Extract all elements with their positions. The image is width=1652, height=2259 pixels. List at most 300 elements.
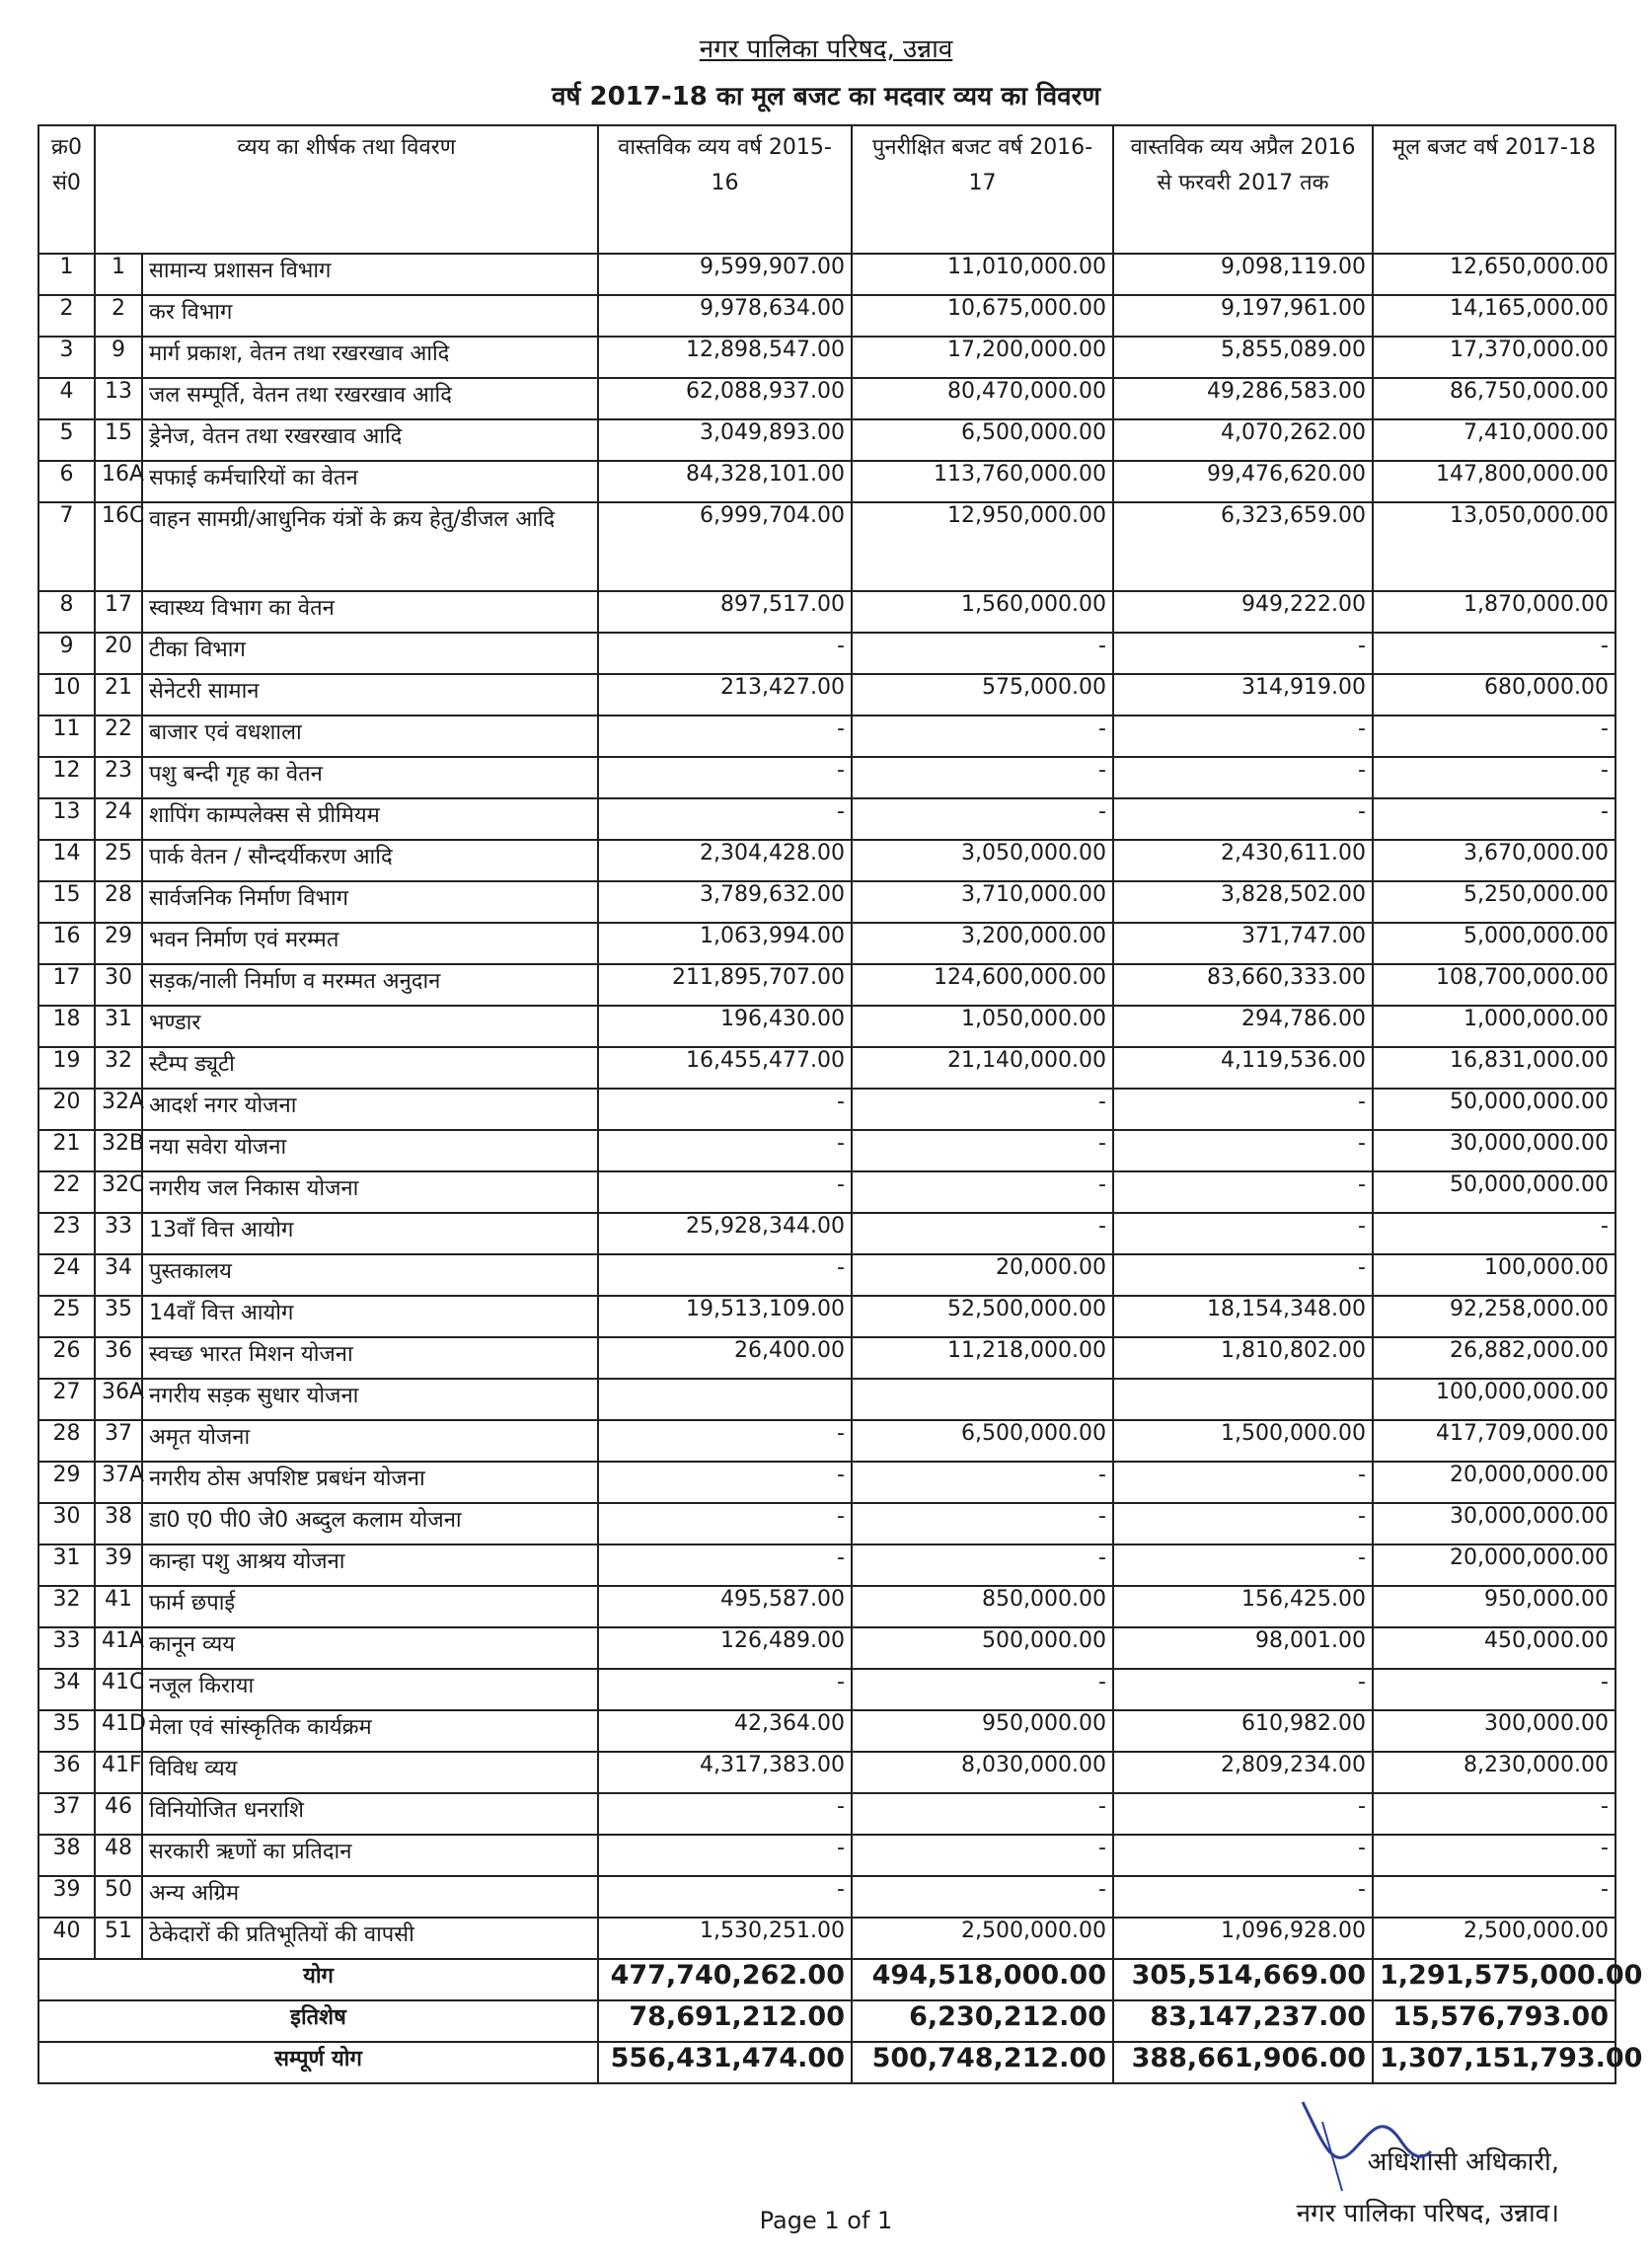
revised-2016-17-cell: 80,470,000.00	[852, 378, 1113, 419]
table-row	[38, 1006, 1615, 1047]
code-cell: 9	[95, 337, 142, 378]
table-row	[38, 1254, 1615, 1296]
table-row	[38, 378, 1615, 419]
actual-2015-16-cell: 1,530,251.00	[598, 1918, 852, 1959]
total-value-cell: 556,431,474.00	[598, 2042, 852, 2083]
serial-cell: 28	[38, 1420, 95, 1462]
description-cell: शापिंग काम्पलेक्स से प्रीमियम	[142, 798, 598, 840]
actual-apr16-feb17-cell: -	[1113, 1503, 1373, 1544]
total-value-cell: 494,518,000.00	[852, 1959, 1113, 2000]
original-2017-18-cell: 3,670,000.00	[1373, 840, 1615, 881]
serial-cell: 20	[38, 1089, 95, 1130]
table-row	[38, 1544, 1615, 1586]
description-cell: कान्हा पशु आश्रय योजना	[142, 1544, 598, 1586]
revised-2016-17-cell: 11,218,000.00	[852, 1337, 1113, 1379]
serial-cell: 8	[38, 591, 95, 633]
actual-2015-16-cell: -	[598, 715, 852, 757]
budget-table	[38, 124, 1643, 2084]
revised-2016-17-cell: 850,000.00	[852, 1586, 1113, 1627]
actual-2015-16-cell: 3,049,893.00	[598, 419, 852, 461]
description-cell: डा0 ए0 पी0 जे0 अब्दुल कलाम योजना	[142, 1503, 598, 1544]
original-2017-18-cell: -	[1373, 1213, 1615, 1254]
revised-2016-17-cell: -	[852, 715, 1113, 757]
description-cell: आदर्श नगर योजना	[142, 1089, 598, 1130]
original-2017-18-cell: 16,831,000.00	[1373, 1047, 1615, 1089]
code-cell: 23	[95, 757, 142, 798]
revised-2016-17-cell: 3,710,000.00	[852, 881, 1113, 923]
description-cell: विविध व्यय	[142, 1752, 598, 1793]
code-cell: 50	[95, 1876, 142, 1918]
total-value-cell: 500,748,212.00	[852, 2042, 1113, 2083]
revised-2016-17-cell: 52,500,000.00	[852, 1296, 1113, 1337]
serial-cell: 3	[38, 337, 95, 378]
table-row	[38, 1337, 1615, 1379]
code-cell: 24	[95, 798, 142, 840]
table-row	[38, 633, 1615, 674]
original-2017-18-cell: 86,750,000.00	[1373, 378, 1615, 419]
revised-2016-17-cell: -	[852, 1130, 1113, 1171]
table-row	[38, 1171, 1615, 1213]
revised-2016-17-cell: 20,000.00	[852, 1254, 1113, 1296]
actual-2015-16-cell: 42,364.00	[598, 1710, 852, 1752]
original-2017-18-cell: -	[1373, 1835, 1615, 1876]
serial-cell: 1	[38, 254, 95, 295]
actual-apr16-feb17-cell: -	[1113, 798, 1373, 840]
original-2017-18-cell: -	[1373, 798, 1615, 840]
description-cell: सफाई कर्मचारियों का वेतन	[142, 461, 598, 502]
original-2017-18-cell: 417,709,000.00	[1373, 1420, 1615, 1462]
col-head: व्यय का शीर्षक तथा विवरण	[95, 125, 598, 254]
original-2017-18-cell: 14,165,000.00	[1373, 295, 1615, 337]
actual-2015-16-cell: 196,430.00	[598, 1006, 852, 1047]
code-cell: 16C	[95, 502, 142, 591]
revised-2016-17-cell: -	[852, 798, 1113, 840]
revised-2016-17-cell: -	[852, 1876, 1113, 1918]
code-cell: 30	[95, 964, 142, 1006]
table-row	[38, 964, 1615, 1006]
description-cell: पार्क वेतन / सौन्दर्यीकरण आदि	[142, 840, 598, 881]
actual-2015-16-cell: 12,898,547.00	[598, 337, 852, 378]
revised-2016-17-cell: -	[852, 1089, 1113, 1130]
revised-2016-17-cell: 17,200,000.00	[852, 337, 1113, 378]
actual-2015-16-cell: 126,489.00	[598, 1627, 852, 1669]
actual-2015-16-cell: -	[598, 757, 852, 798]
actual-apr16-feb17-cell: 949,222.00	[1113, 591, 1373, 633]
code-cell: 48	[95, 1835, 142, 1876]
code-cell: 33	[95, 1213, 142, 1254]
serial-cell: 11	[38, 715, 95, 757]
table-row	[38, 1752, 1615, 1793]
code-cell: 37	[95, 1420, 142, 1462]
revised-2016-17-cell: 21,140,000.00	[852, 1047, 1113, 1089]
serial-cell: 36	[38, 1752, 95, 1793]
actual-2015-16-cell: 213,427.00	[598, 674, 852, 715]
code-cell: 31	[95, 1006, 142, 1047]
signatory-designation: अधिशासी अधिकारी,	[1367, 2147, 1559, 2177]
code-cell: 41A	[95, 1627, 142, 1669]
actual-apr16-feb17-cell: 6,323,659.00	[1113, 502, 1373, 591]
serial-cell: 7	[38, 502, 95, 591]
table-row	[38, 1835, 1615, 1876]
original-2017-18-cell: 50,000,000.00	[1373, 1089, 1615, 1130]
col-actual-2015-16: वास्तविक व्यय वर्ष 2015-16	[598, 125, 852, 254]
revised-2016-17-cell: 1,050,000.00	[852, 1006, 1113, 1047]
actual-2015-16-cell: 6,999,704.00	[598, 502, 852, 591]
actual-apr16-feb17-cell: 98,001.00	[1113, 1627, 1373, 1669]
serial-cell: 15	[38, 881, 95, 923]
original-2017-18-cell: 300,000.00	[1373, 1710, 1615, 1752]
code-cell: 41C	[95, 1669, 142, 1710]
table-row	[38, 254, 1615, 295]
description-cell: बाजार एवं वधशाला	[142, 715, 598, 757]
serial-cell: 6	[38, 461, 95, 502]
revised-2016-17-cell: -	[852, 1462, 1113, 1503]
table-row	[38, 461, 1615, 502]
original-2017-18-cell: 2,500,000.00	[1373, 1918, 1615, 1959]
actual-apr16-feb17-cell: 156,425.00	[1113, 1586, 1373, 1627]
actual-2015-16-cell: -	[598, 1171, 852, 1213]
actual-2015-16-cell: -	[598, 1669, 852, 1710]
table-row	[38, 1462, 1615, 1503]
actual-2015-16-cell: -	[598, 798, 852, 840]
description-cell: विनियोजित धनराशि	[142, 1793, 598, 1835]
original-2017-18-cell: 12,650,000.00	[1373, 254, 1615, 295]
revised-2016-17-cell: 6,500,000.00	[852, 1420, 1113, 1462]
actual-apr16-feb17-cell: 2,430,611.00	[1113, 840, 1373, 881]
description-cell: अन्य अग्रिम	[142, 1876, 598, 1918]
actual-2015-16-cell: -	[598, 1089, 852, 1130]
actual-2015-16-cell: 1,063,994.00	[598, 923, 852, 964]
code-cell: 16A	[95, 461, 142, 502]
original-2017-18-cell: 30,000,000.00	[1373, 1503, 1615, 1544]
description-cell: भण्डार	[142, 1006, 598, 1047]
code-cell: 32	[95, 1047, 142, 1089]
code-cell: 32A	[95, 1089, 142, 1130]
table-row	[38, 798, 1615, 840]
serial-cell: 35	[38, 1710, 95, 1752]
revised-2016-17-cell: 12,950,000.00	[852, 502, 1113, 591]
revised-2016-17-cell: -	[852, 1171, 1113, 1213]
code-cell: 21	[95, 674, 142, 715]
serial-cell: 37	[38, 1793, 95, 1835]
description-cell: सार्वजनिक निर्माण विभाग	[142, 881, 598, 923]
actual-apr16-feb17-cell: -	[1113, 757, 1373, 798]
description-cell: स्टैम्प ड्यूटी	[142, 1047, 598, 1089]
revised-2016-17-cell	[852, 1379, 1113, 1420]
original-2017-18-cell: 20,000,000.00	[1373, 1462, 1615, 1503]
table-row	[38, 881, 1615, 923]
description-cell: कानून व्यय	[142, 1627, 598, 1669]
description-cell: जल सम्पूर्ति, वेतन तथा रखरखाव आदि	[142, 378, 598, 419]
actual-apr16-feb17-cell: -	[1113, 1544, 1373, 1586]
description-cell: नगरीय ठोस अपशिष्ट प्रबधंन योजना	[142, 1462, 598, 1503]
table-row	[38, 1918, 1615, 1959]
total-value-cell: 83,147,237.00	[1113, 2000, 1373, 2042]
table-row	[38, 1296, 1615, 1337]
actual-apr16-feb17-cell: 83,660,333.00	[1113, 964, 1373, 1006]
original-2017-18-cell: -	[1373, 1876, 1615, 1918]
code-cell: 1	[95, 254, 142, 295]
code-cell: 22	[95, 715, 142, 757]
revised-2016-17-cell: 575,000.00	[852, 674, 1113, 715]
serial-cell: 19	[38, 1047, 95, 1089]
serial-cell: 17	[38, 964, 95, 1006]
revised-2016-17-cell: -	[852, 633, 1113, 674]
actual-apr16-feb17-cell: -	[1113, 1089, 1373, 1130]
code-cell: 36A	[95, 1379, 142, 1420]
total-value-cell: 388,661,906.00	[1113, 2042, 1373, 2083]
table-row	[38, 295, 1615, 337]
document-subtitle: वर्ष 2017-18 का मूल बजट का मदवार व्यय का विवरण	[551, 82, 1101, 112]
original-2017-18-cell: -	[1373, 715, 1615, 757]
original-2017-18-cell: 17,370,000.00	[1373, 337, 1615, 378]
actual-2015-16-cell: 25,928,344.00	[598, 1213, 852, 1254]
serial-cell: 26	[38, 1337, 95, 1379]
table-row	[38, 1213, 1615, 1254]
original-2017-18-cell: 5,250,000.00	[1373, 881, 1615, 923]
actual-2015-16-cell: 495,587.00	[598, 1586, 852, 1627]
revised-2016-17-cell: 113,760,000.00	[852, 461, 1113, 502]
actual-2015-16-cell: 3,789,632.00	[598, 881, 852, 923]
signatory-office: नगर पालिका परिषद, उन्नाव।	[1296, 2199, 1559, 2228]
actual-apr16-feb17-cell: 3,828,502.00	[1113, 881, 1373, 923]
description-cell: पशु बन्दी गृह का वेतन	[142, 757, 598, 798]
actual-2015-16-cell: 4,317,383.00	[598, 1752, 852, 1793]
table-row	[38, 1047, 1615, 1089]
actual-2015-16-cell: -	[598, 1793, 852, 1835]
serial-cell: 40	[38, 1918, 95, 1959]
actual-2015-16-cell	[598, 1379, 852, 1420]
original-2017-18-cell: -	[1373, 1793, 1615, 1835]
actual-2015-16-cell: 26,400.00	[598, 1337, 852, 1379]
actual-apr16-feb17-cell: 2,809,234.00	[1113, 1752, 1373, 1793]
table-row	[38, 1379, 1615, 1420]
original-2017-18-cell: 147,800,000.00	[1373, 461, 1615, 502]
actual-apr16-feb17-cell: 4,070,262.00	[1113, 419, 1373, 461]
serial-cell: 31	[38, 1544, 95, 1586]
description-cell: स्वच्छ भारत मिशन योजना	[142, 1337, 598, 1379]
actual-2015-16-cell: 9,978,634.00	[598, 295, 852, 337]
description-cell: नया सवेरा योजना	[142, 1130, 598, 1171]
code-cell: 39	[95, 1544, 142, 1586]
revised-2016-17-cell: 2,500,000.00	[852, 1918, 1113, 1959]
revised-2016-17-cell: -	[852, 757, 1113, 798]
actual-2015-16-cell: -	[598, 1254, 852, 1296]
original-2017-18-cell: 92,258,000.00	[1373, 1296, 1615, 1337]
table-row	[38, 502, 1615, 591]
actual-apr16-feb17-cell: 371,747.00	[1113, 923, 1373, 964]
original-2017-18-cell: 30,000,000.00	[1373, 1130, 1615, 1171]
actual-2015-16-cell: 19,513,109.00	[598, 1296, 852, 1337]
revised-2016-17-cell: 3,050,000.00	[852, 840, 1113, 881]
revised-2016-17-cell: -	[852, 1213, 1113, 1254]
serial-cell: 10	[38, 674, 95, 715]
revised-2016-17-cell: -	[852, 1793, 1113, 1835]
actual-2015-16-cell: 62,088,937.00	[598, 378, 852, 419]
description-cell: नजूल किराया	[142, 1669, 598, 1710]
original-2017-18-cell: 108,700,000.00	[1373, 964, 1615, 1006]
description-cell: 13वाँ वित्त आयोग	[142, 1213, 598, 1254]
revised-2016-17-cell: -	[852, 1835, 1113, 1876]
original-2017-18-cell: 100,000,000.00	[1373, 1379, 1615, 1420]
actual-apr16-feb17-cell: -	[1113, 1462, 1373, 1503]
actual-2015-16-cell: -	[598, 1462, 852, 1503]
code-cell: 51	[95, 1918, 142, 1959]
code-cell: 36	[95, 1337, 142, 1379]
actual-2015-16-cell: 211,895,707.00	[598, 964, 852, 1006]
serial-cell: 29	[38, 1462, 95, 1503]
total-value-cell: 78,691,212.00	[598, 2000, 852, 2042]
description-cell: मेला एवं सांस्कृतिक कार्यक्रम	[142, 1710, 598, 1752]
total-value-cell: 1,291,575,000.00	[1373, 1959, 1615, 2000]
table-header-row	[38, 125, 1615, 254]
description-cell: 14वाँ वित्त आयोग	[142, 1296, 598, 1337]
description-cell: पुस्तकालय	[142, 1254, 598, 1296]
description-cell: अमृत योजना	[142, 1420, 598, 1462]
code-cell: 29	[95, 923, 142, 964]
serial-cell: 25	[38, 1296, 95, 1337]
table-row	[38, 674, 1615, 715]
signature-scribble	[1283, 2082, 1441, 2201]
serial-cell: 33	[38, 1627, 95, 1669]
code-cell: 28	[95, 881, 142, 923]
code-cell: 41F	[95, 1752, 142, 1793]
original-2017-18-cell: -	[1373, 757, 1615, 798]
actual-apr16-feb17-cell	[1113, 1379, 1373, 1420]
total-label: सम्पूर्ण योग	[38, 2042, 598, 2083]
actual-apr16-feb17-cell: -	[1113, 1835, 1373, 1876]
revised-2016-17-cell: 1,560,000.00	[852, 591, 1113, 633]
serial-cell: 12	[38, 757, 95, 798]
total-value-cell: 6,230,212.00	[852, 2000, 1113, 2042]
description-cell: नगरीय जल निकास योजना	[142, 1171, 598, 1213]
code-cell: 46	[95, 1793, 142, 1835]
serial-cell: 38	[38, 1835, 95, 1876]
actual-apr16-feb17-cell: -	[1113, 1213, 1373, 1254]
total-row	[38, 1959, 1615, 2000]
actual-apr16-feb17-cell: 5,855,089.00	[1113, 337, 1373, 378]
code-cell: 41D	[95, 1710, 142, 1752]
description-cell: सरकारी ऋणों का प्रतिदान	[142, 1835, 598, 1876]
table-row	[38, 1420, 1615, 1462]
original-2017-18-cell: 20,000,000.00	[1373, 1544, 1615, 1586]
code-cell: 20	[95, 633, 142, 674]
actual-apr16-feb17-cell: -	[1113, 715, 1373, 757]
actual-2015-16-cell: -	[598, 1130, 852, 1171]
actual-apr16-feb17-cell: -	[1113, 1130, 1373, 1171]
description-cell: फार्म छपाई	[142, 1586, 598, 1627]
serial-cell: 9	[38, 633, 95, 674]
actual-apr16-feb17-cell: 99,476,620.00	[1113, 461, 1373, 502]
col-actual-apr16-feb17: वास्तविक व्यय अप्रैल 2016 से फरवरी 2017 तक	[1113, 125, 1373, 254]
table-row	[38, 715, 1615, 757]
actual-2015-16-cell: -	[598, 1503, 852, 1544]
revised-2016-17-cell: 124,600,000.00	[852, 964, 1113, 1006]
actual-apr16-feb17-cell: 49,286,583.00	[1113, 378, 1373, 419]
actual-apr16-feb17-cell: 9,197,961.00	[1113, 295, 1373, 337]
serial-cell: 2	[38, 295, 95, 337]
serial-cell: 22	[38, 1171, 95, 1213]
total-value-cell: 305,514,669.00	[1113, 1959, 1373, 2000]
table-row	[38, 419, 1615, 461]
table-row	[38, 1586, 1615, 1627]
actual-apr16-feb17-cell: -	[1113, 633, 1373, 674]
table-row	[38, 1710, 1615, 1752]
actual-apr16-feb17-cell: -	[1113, 1793, 1373, 1835]
table-row	[38, 923, 1615, 964]
actual-2015-16-cell: 16,455,477.00	[598, 1047, 852, 1089]
table-row	[38, 337, 1615, 378]
code-cell: 15	[95, 419, 142, 461]
original-2017-18-cell: 1,000,000.00	[1373, 1006, 1615, 1047]
original-2017-18-cell: 7,410,000.00	[1373, 419, 1615, 461]
actual-2015-16-cell: -	[598, 1876, 852, 1918]
total-row	[38, 2000, 1615, 2042]
revised-2016-17-cell: 950,000.00	[852, 1710, 1113, 1752]
total-label: योग	[38, 1959, 598, 2000]
page-footer: Page 1 of 1	[759, 2207, 893, 2234]
total-value-cell: 477,740,262.00	[598, 1959, 852, 2000]
serial-cell: 32	[38, 1586, 95, 1627]
code-cell: 2	[95, 295, 142, 337]
actual-apr16-feb17-cell: 9,098,119.00	[1113, 254, 1373, 295]
code-cell: 34	[95, 1254, 142, 1296]
actual-apr16-feb17-cell: 1,500,000.00	[1113, 1420, 1373, 1462]
description-cell: सामान्य प्रशासन विभाग	[142, 254, 598, 295]
revised-2016-17-cell: 500,000.00	[852, 1627, 1113, 1669]
serial-cell: 23	[38, 1213, 95, 1254]
serial-cell: 39	[38, 1876, 95, 1918]
serial-cell: 13	[38, 798, 95, 840]
original-2017-18-cell: 5,000,000.00	[1373, 923, 1615, 964]
table-row	[38, 1793, 1615, 1835]
org-title: नगर पालिका परिषद, उन्नाव	[699, 35, 953, 64]
original-2017-18-cell: 8,230,000.00	[1373, 1752, 1615, 1793]
actual-apr16-feb17-cell: 18,154,348.00	[1113, 1296, 1373, 1337]
description-cell: वाहन सामग्री/आधुनिक यंत्रों के क्रय हेतु/डीजल आदि	[142, 502, 598, 591]
original-2017-18-cell: 950,000.00	[1373, 1586, 1615, 1627]
revised-2016-17-cell: 10,675,000.00	[852, 295, 1113, 337]
description-cell: टीका विभाग	[142, 633, 598, 674]
revised-2016-17-cell: 3,200,000.00	[852, 923, 1113, 964]
revised-2016-17-cell: 11,010,000.00	[852, 254, 1113, 295]
actual-apr16-feb17-cell: -	[1113, 1669, 1373, 1710]
original-2017-18-cell: 680,000.00	[1373, 674, 1615, 715]
table-row	[38, 840, 1615, 881]
code-cell: 32C	[95, 1171, 142, 1213]
actual-apr16-feb17-cell: 1,096,928.00	[1113, 1918, 1373, 1959]
original-2017-18-cell: -	[1373, 633, 1615, 674]
actual-2015-16-cell: 84,328,101.00	[598, 461, 852, 502]
original-2017-18-cell: -	[1373, 1669, 1615, 1710]
serial-cell: 34	[38, 1669, 95, 1710]
code-cell: 35	[95, 1296, 142, 1337]
description-cell: सेनेटरी सामान	[142, 674, 598, 715]
actual-2015-16-cell: -	[598, 1835, 852, 1876]
description-cell: नगरीय सड़क सुधार योजना	[142, 1379, 598, 1420]
actual-apr16-feb17-cell: 314,919.00	[1113, 674, 1373, 715]
original-2017-18-cell: 450,000.00	[1373, 1627, 1615, 1669]
actual-apr16-feb17-cell: 1,810,802.00	[1113, 1337, 1373, 1379]
actual-2015-16-cell: -	[598, 633, 852, 674]
col-original-2017-18: मूल बजट वर्ष 2017-18	[1373, 125, 1615, 254]
code-cell: 25	[95, 840, 142, 881]
code-cell: 41	[95, 1586, 142, 1627]
serial-cell: 27	[38, 1379, 95, 1420]
actual-2015-16-cell: -	[598, 1544, 852, 1586]
description-cell: भवन निर्माण एवं मरम्मत	[142, 923, 598, 964]
serial-cell: 16	[38, 923, 95, 964]
